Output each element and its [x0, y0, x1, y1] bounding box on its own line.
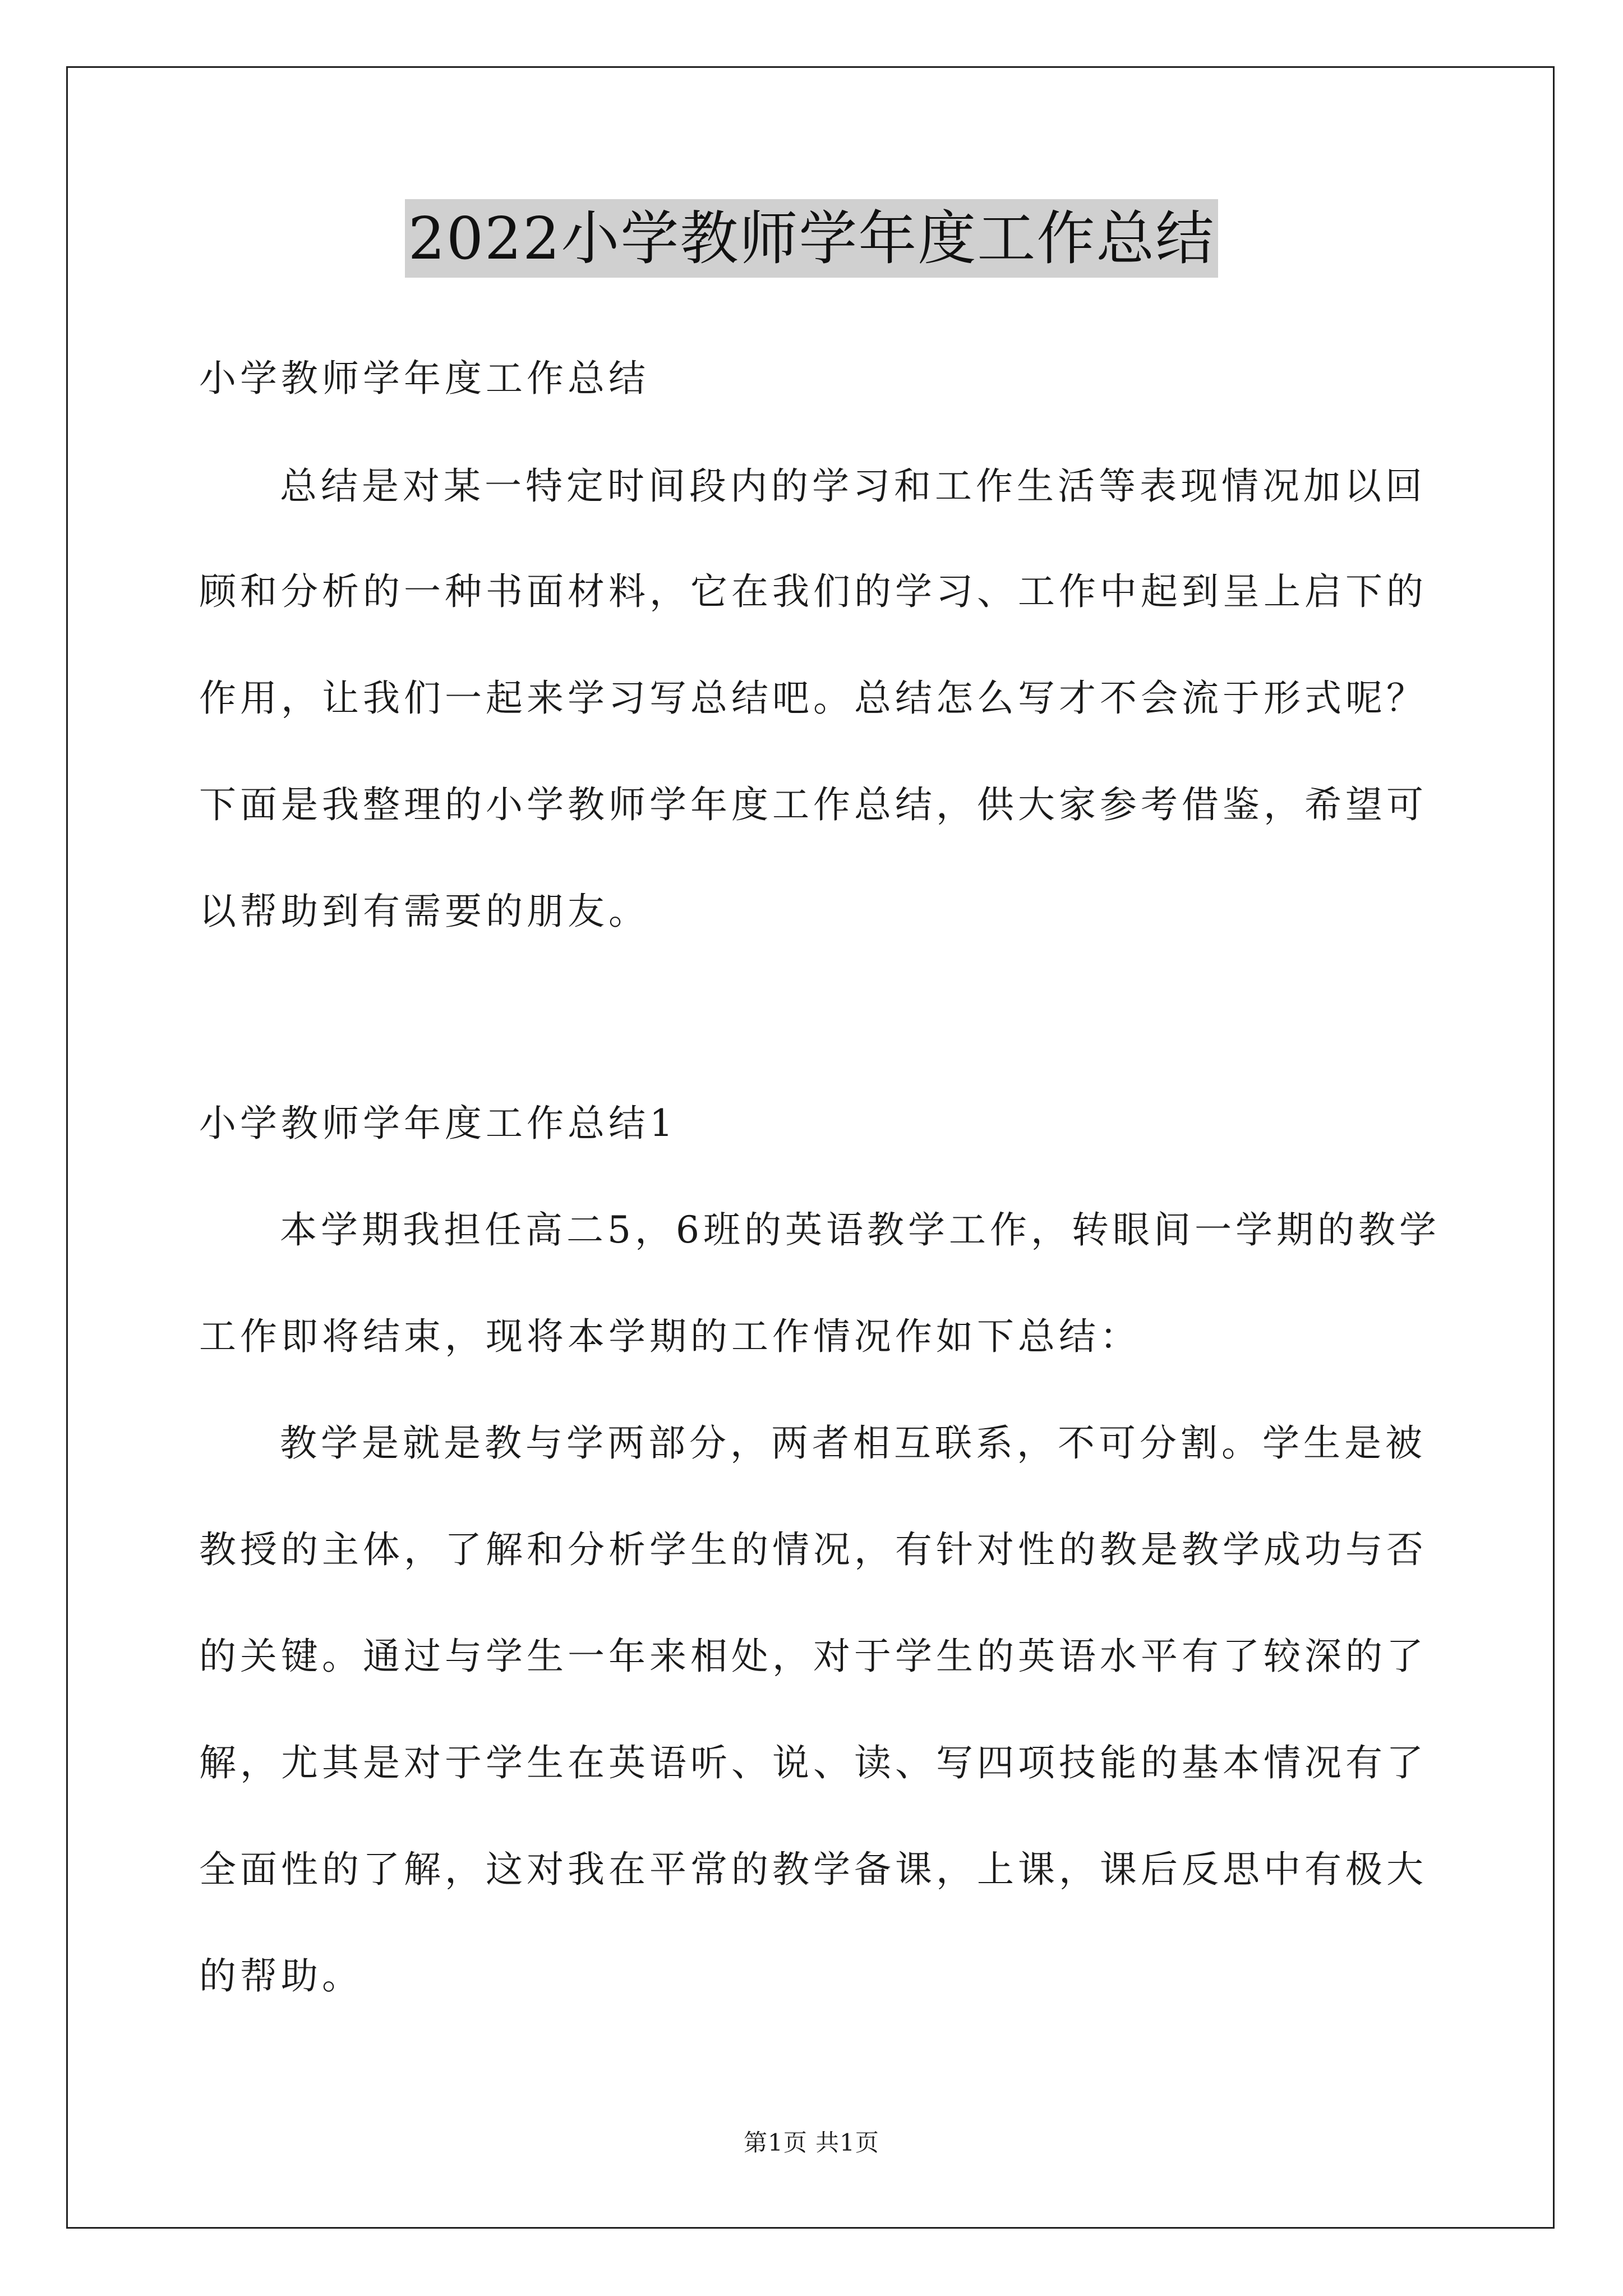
paragraph-line: 的帮助。: [199, 1954, 363, 1998]
paragraph-line: 作用，让我们一起来学习写总结吧。总结怎么写才不会流于形式呢？: [199, 677, 1427, 720]
paragraph-line: 总结是对某一特定时间段内的学习和工作生活等表现情况加以回: [280, 464, 1426, 508]
paragraph-line: 解，尤其是对于学生在英语听、说、读、写四项技能的基本情况有了: [199, 1741, 1427, 1784]
paragraph-line: 本学期我担任高二5，6班的英语教学工作，转眼间一学期的教学: [280, 1208, 1440, 1251]
paragraph-line: 全面性的了解，这对我在平常的教学备课，上课，课后反思中有极大: [199, 1848, 1427, 1891]
section-heading: 小学教师学年度工作总结1: [199, 1102, 677, 1145]
paragraph-line: 教学是就是教与学两部分，两者相互联系，不可分割。学生是被: [280, 1421, 1426, 1465]
paragraph-line: 教授的主体，了解和分析学生的情况，有针对性的教是教学成功与否: [199, 1528, 1427, 1571]
document-title: 2022小学教师学年度工作总结: [405, 199, 1219, 278]
section-heading: 小学教师学年度工作总结: [199, 357, 649, 400]
title-container: [0, 199, 1623, 278]
page-footer: 第1页 共1页: [744, 2129, 879, 2156]
paragraph-line: 下面是我整理的小学教师学年度工作总结，供大家参考借鉴，希望可: [199, 783, 1427, 826]
paragraph-line: 以帮助到有需要的朋友。: [199, 890, 649, 933]
paragraph-line: 的关键。通过与学生一年来相处，对于学生的英语水平有了较深的了: [199, 1635, 1427, 1678]
paragraph-line: 工作即将结束，现将本学期的工作情况作如下总结：: [199, 1315, 1141, 1358]
paragraph-line: 顾和分析的一种书面材料，它在我们的学习、工作中起到呈上启下的: [199, 570, 1427, 613]
